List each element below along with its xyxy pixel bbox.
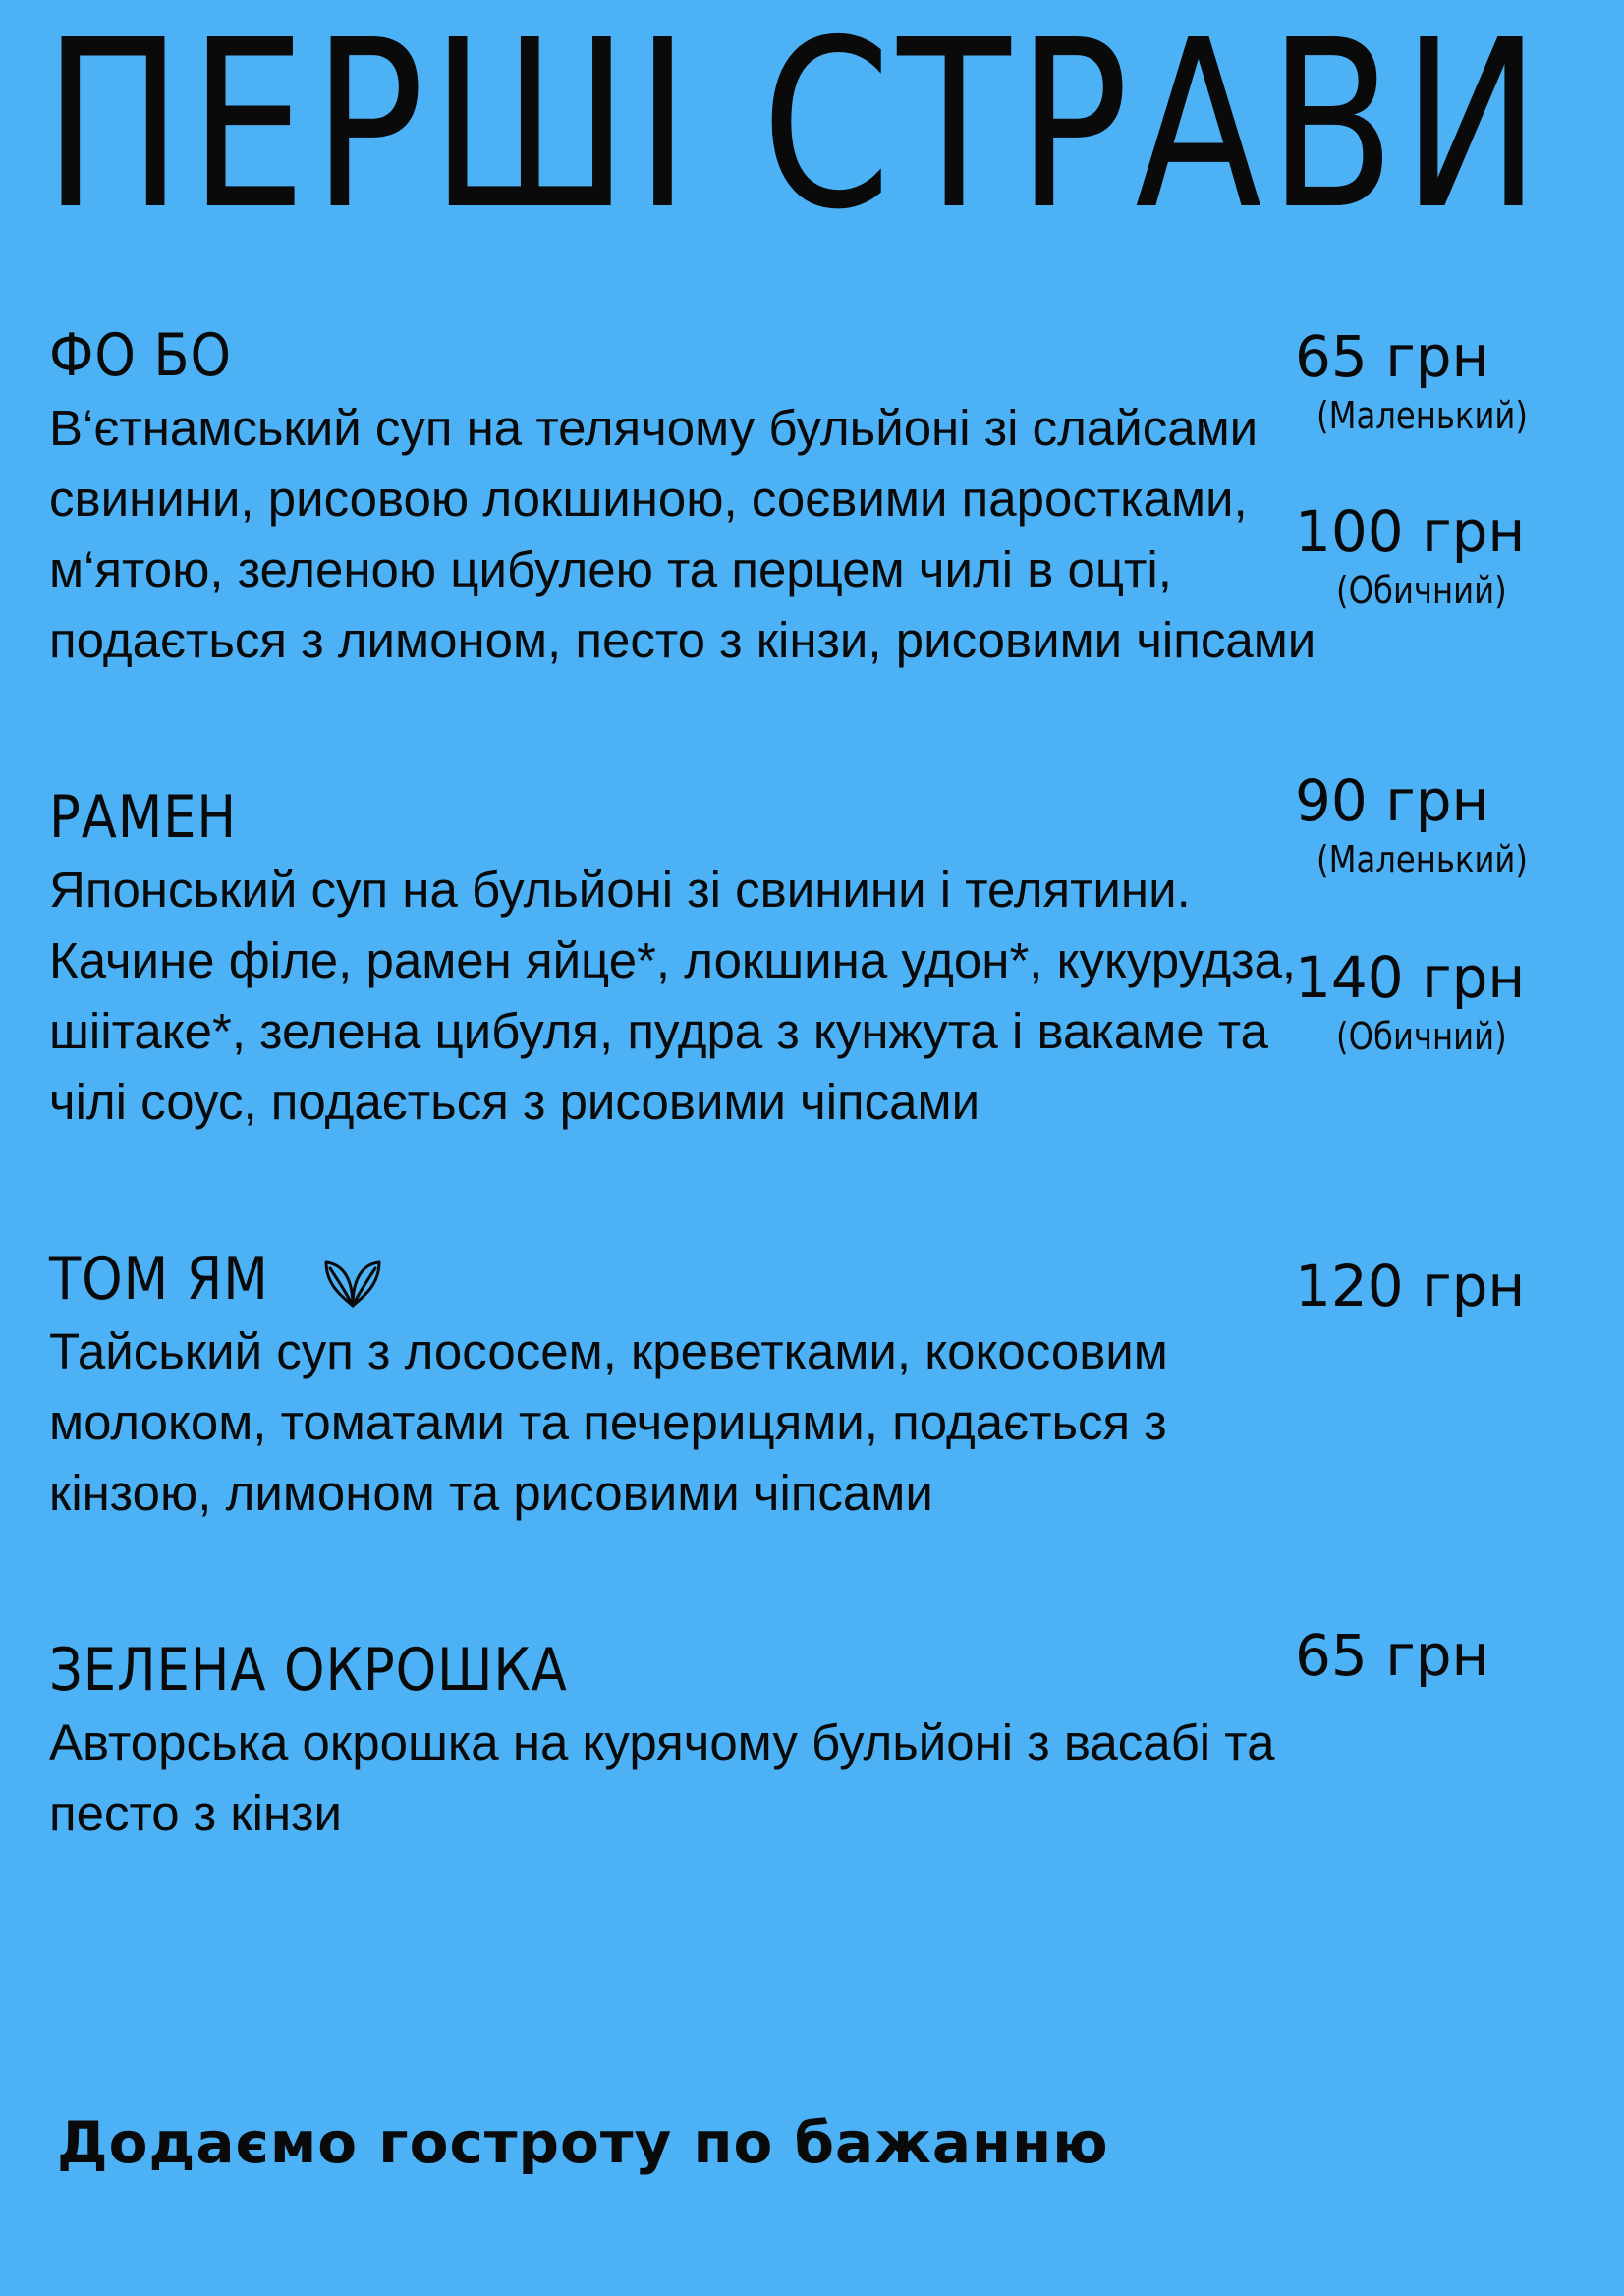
price-block-ramen-regular	[1295, 944, 1590, 1058]
price-block-pho-bo	[1295, 323, 1590, 437]
price-block-tom-yam	[1295, 1253, 1590, 1319]
price: 120 грн	[1295, 1253, 1526, 1319]
leaf-icon	[320, 1247, 385, 1312]
menu-item-green-okroshka	[49, 1635, 1316, 1849]
menu-item-tom-yam	[49, 1244, 1316, 1529]
price-block-pho-bo-regular	[1295, 498, 1590, 612]
price-block-green-okroshka	[1295, 1622, 1590, 1689]
price-regular: 140 грн	[1295, 944, 1526, 1011]
page-title: ПЕРШІ СТРАВИ	[43, 0, 1547, 260]
price-regular: 100 грн	[1295, 498, 1526, 565]
size-label-small: (Маленький)	[1316, 838, 1529, 881]
price-small: 65 грн	[1295, 323, 1489, 390]
price-block-ramen	[1295, 767, 1590, 881]
dish-name: ФО БО	[49, 321, 232, 390]
footer-note: Додаємо гостроту по бажанню	[57, 2109, 1109, 2176]
price-small: 90 грн	[1295, 767, 1489, 834]
dish-description: Тайський суп з лососем, креветками, кокосовим молоком, томатами та печерицями, подається з кінзою, лимоном та рисовими чіпсами	[49, 1323, 1168, 1521]
menu-item-pho-bo	[49, 320, 1316, 676]
size-label-regular: (Обичний)	[1336, 1015, 1507, 1058]
dish-name: ЗЕЛЕНА ОКРОШКА	[49, 1636, 568, 1705]
dish-name: ТОМ ЯМ	[49, 1244, 1316, 1315]
dish-name: РАМЕН	[49, 783, 237, 852]
price: 65 грн	[1295, 1622, 1489, 1689]
dish-description: В‘єтнамський суп на телячому бульйоні зі слайсами свинини, рисовою локшиною, соєвими паростками, м‘ятою, зеленою цибулею та перцем чилі в оцті, подається з лимоном, песто з кінзи, рисовими чіпсами	[49, 400, 1316, 668]
dish-description: Авторська окрошка на курячому бульйоні з васабі та песто з кінзи	[49, 1714, 1275, 1841]
menu-item-ramen	[49, 782, 1316, 1138]
size-label-regular: (Обичний)	[1336, 569, 1507, 612]
size-label-small: (Маленький)	[1316, 394, 1529, 437]
dish-description: Японський суп на бульйоні зі свинини і телятини. Качине філе, рамен яйце*, локшина удон*, кукурудза, шіітаке*, зелена цибуля, пудра з кунжута і вакаме та чілі соус, подається з рисовими чіпсами	[49, 862, 1297, 1130]
